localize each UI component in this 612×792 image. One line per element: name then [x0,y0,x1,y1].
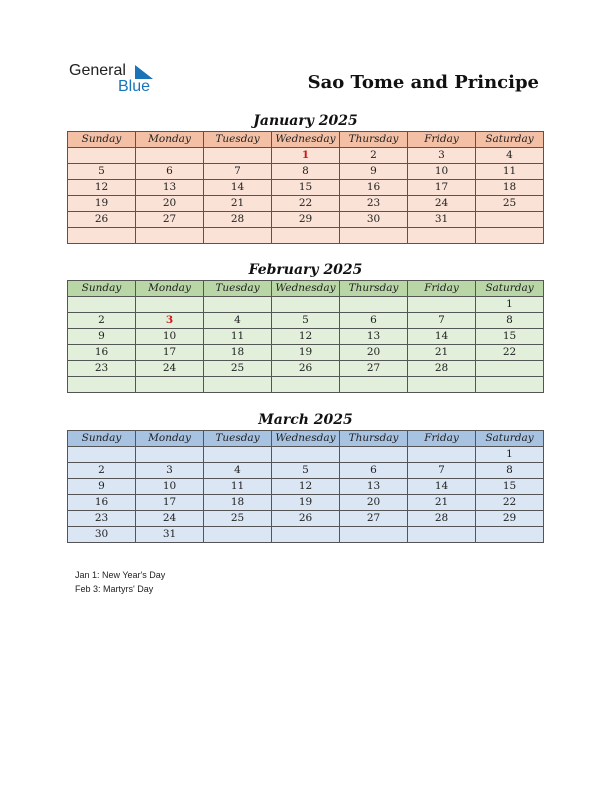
day-cell: 22 [476,495,544,511]
day-cell: 27 [340,511,408,527]
day-cell: 29 [272,212,340,228]
day-cell: 5 [68,164,136,180]
weekday-header: Friday [408,281,476,297]
logo-triangle-icon [135,65,153,79]
weekday-header: Sunday [68,132,136,148]
day-cell: 23 [68,361,136,377]
day-cell: 19 [68,196,136,212]
day-cell: 31 [408,212,476,228]
week-row [68,447,544,463]
day-cell [136,148,204,164]
month-title: January 2025 [253,113,358,129]
weekday-header: Saturday [476,431,544,447]
day-cell [136,297,204,313]
day-cell: 2 [340,148,408,164]
day-cell [476,228,544,244]
week-row [68,463,544,479]
day-cell: 22 [476,345,544,361]
day-cell [340,377,408,393]
day-cell: 7 [408,463,476,479]
day-cell: 11 [476,164,544,180]
day-cell: 5 [272,463,340,479]
calendar-grid [67,131,544,244]
week-row [68,228,544,244]
day-cell: 26 [68,212,136,228]
day-cell: 28 [408,361,476,377]
week-row [68,479,544,495]
day-cell [408,377,476,393]
day-cell [408,447,476,463]
day-cell: 27 [340,361,408,377]
day-cell: 18 [204,495,272,511]
day-cell [476,377,544,393]
day-cell: 15 [476,479,544,495]
week-row [68,196,544,212]
day-cell: 4 [204,313,272,329]
brand-logo [69,62,169,96]
day-cell [272,527,340,543]
day-cell [476,212,544,228]
day-cell: 21 [408,495,476,511]
day-cell: 24 [136,361,204,377]
week-row [68,511,544,527]
week-row [68,377,544,393]
day-cell [476,361,544,377]
day-cell: 21 [204,196,272,212]
day-cell: 13 [340,479,408,495]
weekday-header: Sunday [68,281,136,297]
day-cell: 17 [136,495,204,511]
month-february [67,260,544,393]
day-cell: 15 [272,180,340,196]
day-cell: 12 [272,479,340,495]
week-row [68,164,544,180]
day-cell: 15 [476,329,544,345]
weekday-header: Monday [136,281,204,297]
day-cell: 3 [408,148,476,164]
day-cell: 24 [136,511,204,527]
day-cell: 14 [204,180,272,196]
day-cell: 10 [136,329,204,345]
week-row [68,297,544,313]
day-cell: 2 [68,313,136,329]
weekday-header: Thursday [340,132,408,148]
weekday-header: Friday [408,132,476,148]
week-row [68,212,544,228]
weekday-header: Saturday [476,281,544,297]
day-cell [68,228,136,244]
day-cell: 17 [136,345,204,361]
day-cell [340,297,408,313]
day-cell: 16 [68,345,136,361]
holiday-note: Jan 1: New Year's Day [75,570,166,580]
day-cell: 28 [204,212,272,228]
week-row [68,345,544,361]
country-title: Sao Tome and Principe [307,72,539,93]
weekday-header: Thursday [340,281,408,297]
day-cell [408,297,476,313]
logo-word-blue: Blue [118,78,151,95]
day-cell [204,228,272,244]
day-cell: 8 [476,463,544,479]
day-cell [272,377,340,393]
day-cell [68,447,136,463]
day-cell: 8 [476,313,544,329]
day-cell [136,228,204,244]
weekday-header: Thursday [340,431,408,447]
month-title: March 2025 [258,412,353,428]
day-cell [340,228,408,244]
day-cell: 9 [68,479,136,495]
day-cell [272,228,340,244]
weekday-header: Friday [408,431,476,447]
day-cell [476,527,544,543]
day-cell [272,297,340,313]
week-row [68,361,544,377]
day-cell: 7 [204,164,272,180]
holiday-notes [75,568,165,596]
weekday-header: Wednesday [272,132,340,148]
day-cell: 20 [340,345,408,361]
month-title: February 2025 [248,262,363,278]
weekday-header: Monday [136,431,204,447]
week-row [68,313,544,329]
day-cell: 12 [68,180,136,196]
day-cell [204,377,272,393]
weekday-header: Sunday [68,431,136,447]
weekday-header-row [68,431,544,447]
day-cell: 30 [68,527,136,543]
day-cell: 11 [204,479,272,495]
day-cell: 2 [68,463,136,479]
day-cell: 26 [272,361,340,377]
weekday-header: Monday [136,132,204,148]
day-cell: 14 [408,329,476,345]
day-cell [68,297,136,313]
week-row [68,180,544,196]
day-cell: 12 [272,329,340,345]
day-cell: 16 [340,180,408,196]
day-cell: 20 [136,196,204,212]
day-cell [68,148,136,164]
week-row [68,148,544,164]
weekday-header: Tuesday [204,431,272,447]
calendar-grid [67,280,544,393]
day-cell [204,527,272,543]
day-cell: 1 [476,297,544,313]
day-cell: 10 [408,164,476,180]
day-cell: 24 [408,196,476,212]
day-cell: 14 [408,479,476,495]
weekday-header: Wednesday [272,431,340,447]
day-cell: 23 [340,196,408,212]
day-cell [340,447,408,463]
day-cell: 22 [272,196,340,212]
day-cell: 28 [408,511,476,527]
day-cell: 3 [136,313,204,329]
day-cell: 6 [340,463,408,479]
weekday-header: Tuesday [204,132,272,148]
day-cell: 13 [136,180,204,196]
day-cell: 1 [272,148,340,164]
day-cell [204,447,272,463]
logo-word-general: General [69,62,126,79]
week-row [68,527,544,543]
day-cell: 9 [340,164,408,180]
week-row [68,329,544,345]
day-cell [408,527,476,543]
month-january [67,111,544,244]
weekday-header: Saturday [476,132,544,148]
day-cell [272,447,340,463]
calendar-grid [67,430,544,543]
day-cell: 18 [204,345,272,361]
day-cell [408,228,476,244]
day-cell: 17 [408,180,476,196]
day-cell: 30 [340,212,408,228]
weekday-header-row [68,132,544,148]
day-cell: 5 [272,313,340,329]
day-cell: 11 [204,329,272,345]
day-cell: 25 [204,511,272,527]
day-cell: 25 [204,361,272,377]
day-cell: 31 [136,527,204,543]
day-cell: 19 [272,345,340,361]
week-row [68,495,544,511]
weekday-header: Tuesday [204,281,272,297]
day-cell: 27 [136,212,204,228]
day-cell: 6 [340,313,408,329]
day-cell: 7 [408,313,476,329]
holiday-note: Feb 3: Martyrs' Day [75,584,154,594]
day-cell: 13 [340,329,408,345]
weekday-header-row [68,281,544,297]
day-cell [136,447,204,463]
weekday-header: Wednesday [272,281,340,297]
day-cell: 10 [136,479,204,495]
day-cell: 4 [204,463,272,479]
day-cell [340,527,408,543]
day-cell [68,377,136,393]
day-cell: 8 [272,164,340,180]
day-cell [204,297,272,313]
month-march [67,410,544,543]
day-cell: 23 [68,511,136,527]
day-cell: 21 [408,345,476,361]
day-cell: 3 [136,463,204,479]
day-cell: 9 [68,329,136,345]
day-cell: 26 [272,511,340,527]
day-cell: 18 [476,180,544,196]
day-cell [136,377,204,393]
day-cell: 4 [476,148,544,164]
day-cell: 6 [136,164,204,180]
day-cell: 19 [272,495,340,511]
day-cell: 1 [476,447,544,463]
day-cell: 29 [476,511,544,527]
day-cell: 16 [68,495,136,511]
day-cell: 25 [476,196,544,212]
day-cell: 20 [340,495,408,511]
day-cell [204,148,272,164]
